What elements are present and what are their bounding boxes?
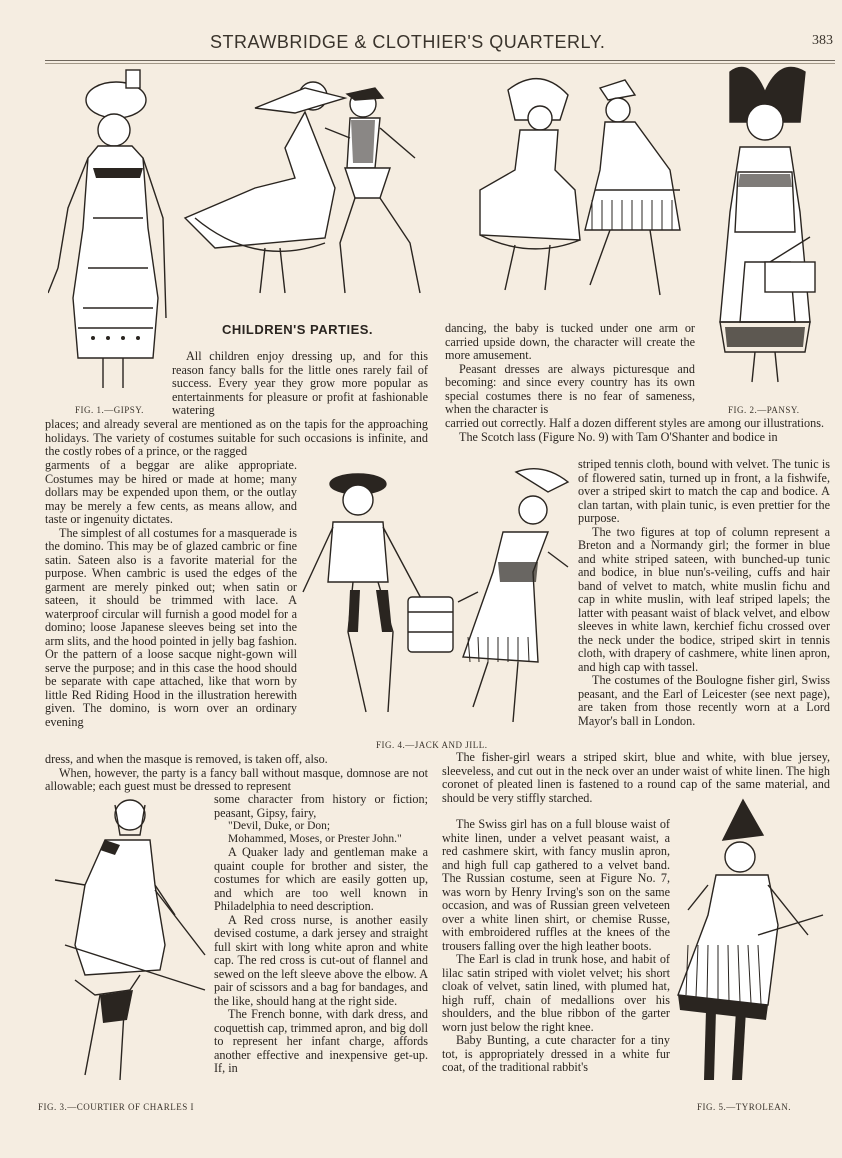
paragraph: carried out correctly. Half a dozen different styles are among our illustrations. [445,416,825,430]
header-rule [45,60,835,61]
article-text-right-intro [445,322,695,417]
paragraph: When, however, the party is a fancy ball without masque, domnose are not allowable; each guest must be dressed to represent [45,765,428,793]
paragraph: The French bonne, with dark dress, and coquettish cap, trimmed apron, and big doll to represent her infant charge, affords another effective and inexpensive get-up. If, in [214,1007,428,1075]
paragraph: dancing, the baby is tucked under one arm or carried upside down, the character will create the more amusement. [445,321,695,362]
paragraph: All children enjoy dressing up, and for this reason fancy balls for the little ones rarely fail of success. Every year they grow more popular as entertainments for pleasure or profit at fashionable watering [172,349,428,417]
fig-3-courtier-illustration [45,795,215,1100]
article-text-right-narrow [578,458,830,728]
fig-1-gipsy-illustration [48,68,178,398]
page-number: 383 [812,33,833,48]
paragraph: The Swiss girl has on a full blouse waist of white linen, under a velvet peasant waist, a red cashmere skirt, with fancy muslin apron, and high full cap gathered to a velvet band. The Russian costume, seen at Figure No. 7, was worn by Henry Irving's son on the same occasion, and was of Russian green velveteen over a white linen shirt, or chemise Russe, with embroidered ruffles at the knees of the trousers falling over the high leather boots. [442,817,670,953]
breton-normandy-girls-illustration [460,70,700,310]
quoted-verse: "Devil, Duke, or Don; [228,820,331,832]
dancing-couple-illustration [175,68,460,313]
paragraph: The fisher-girl wears a striped skirt, blue and white, with blue jersey, sleeveless, and cut out in the neck over an under waist of white linen. The high coronet of pleated linen is fastened to a round cap of the same material, and should be very stiffly starched. [442,750,830,805]
article-text-left-lower [45,753,428,794]
paragraph: Baby Bunting, a cute character for a tiny tot, is appropriately dressed in a white fur coat, of the traditional rabbit's [442,1033,670,1074]
paragraph: places; and already several are mentioned as on the tapis for the approaching holidays. The variety of costumes suitable for such occasions is infinite, and the costly robes of a prince, or the ragged [45,417,428,458]
article-text-left-full [45,418,428,459]
fig-4-caption: FIG. 4.—JACK AND JILL. [376,740,488,750]
article-text-right-column [442,818,670,1075]
fig-4-jack-and-jill-illustration [298,462,578,737]
fig-5-caption: FIG. 5.—TYROLEAN. [697,1102,791,1112]
paragraph: The Scotch lass (Figure No. 9) with Tam O'Shanter and bodice in [459,429,778,444]
paragraph: A Quaker lady and gentleman make a quaint couple for brother and sister, the costumes for which are easily gotten up, and which are too well known in Philadelphia to need description. [214,845,428,913]
paragraph: The costumes of the Boulogne fisher girl, Swiss peasant, and the Earl of Leicester (see next page), are taken from those recently worn at a Lord Mayor's ball in London. [578,673,830,728]
article-text-left-intro [172,350,428,418]
paragraph: striped tennis cloth, bound with velvet. The tunic is of flowered satin, turned up in front, a la fishwife, over a striped skirt to match the cap and bodice. A clan tartan, with plain tunic, is even prettier for the purpose. [578,457,830,525]
paragraph: dress, and when the masque is removed, is taken off, also. [45,752,328,766]
paragraph: garments of a beggar are alike appropriate. Costumes may be hired or made at home; many dollars may be expended upon them, or the outlay may be merely a few cents, as means allow, and taste or ingenuity dictates. [45,458,297,526]
fig-3-caption: FIG. 3.—COURTIER OF CHARLES I [38,1102,194,1112]
paragraph: The simplest of all costumes for a masquerade is the domino. This may be of glazed cambric or fine satin. Sateen also is a favorite material for the purpose. When cambric is used the edges of the garment are merely pinked out; when satin or sateen, it should be trimmed with lace. A waterproof circular will furnish a good model for a domino; loose Japanese sleeves being set into the arm slits, and the hood pointed in jelly bag fashion. Or the pattern of a loose sacque night-gown will serve the purpose; and in this case the hood should be separate with cape attached, like that worn by little Red Riding Hood in the illustration herewith given. The domino, is worn over an ordinary evening [45,525,297,729]
paragraph: some character from history or fiction; peasant, Gipsy, fairy, [214,792,428,820]
fig-2-caption: FIG. 2.—PANSY. [728,405,800,415]
article-text-left-narrow [45,459,297,729]
article-text-right-full [445,417,830,444]
paragraph: Peasant dresses are always picturesque and becoming: and since every country has its own special costumes there is no fear of sameness, when the character is [445,361,695,416]
fig-2-pansy-illustration [700,62,830,402]
article-text-left-column [214,793,428,1076]
fig-1-caption: FIG. 1.—GIPSY. [75,405,144,415]
section-title: CHILDREN'S PARTIES. [222,322,374,337]
paragraph: The two figures at top of column represent a Breton and a Normandy girl; the former in blue and white striped sateen, with bunched-up tunic and bodice, in blue nun's-veiling, cuffs and hair band of velvet to match, white muslin fichu and cap in white muslin, with leaf striped lapels; the latter with peasant waist of black velvet, and elbow sleeves in white lawn, kerchief fichu crossed over the neck under the bodice, striped skirt in tennis cloth, with drapery of cashmere, white linen apron, and high cap with tassel. [578,524,830,674]
paragraph: A Red cross nurse, is another easily devised costume, a dark jersey and straight full skirt with long white apron and white cap. The red cross is cut-out of flannel and sewed on the left sleeve above the elbow. A pair of scissors and a bag for bandages, and the like, should hang at the right side. [214,912,428,1008]
quoted-verse: Mohammed, Moses, or Prester John." [228,833,402,845]
paragraph: The Earl is clad in trunk hose, and habit of lilac satin striped with violet velvet; his short cloak of velvet, satin lined, with plumed hat, high ruff, chain of medallions over his shoulders, and the blue ribbon of the garter worn just below the right knee. [442,952,670,1034]
fig-5-tyrolean-illustration [668,795,828,1095]
page-header [0,26,842,56]
masthead-title: STRAWBRIDGE & CLOTHIER'S QUARTERLY. [210,32,606,52]
